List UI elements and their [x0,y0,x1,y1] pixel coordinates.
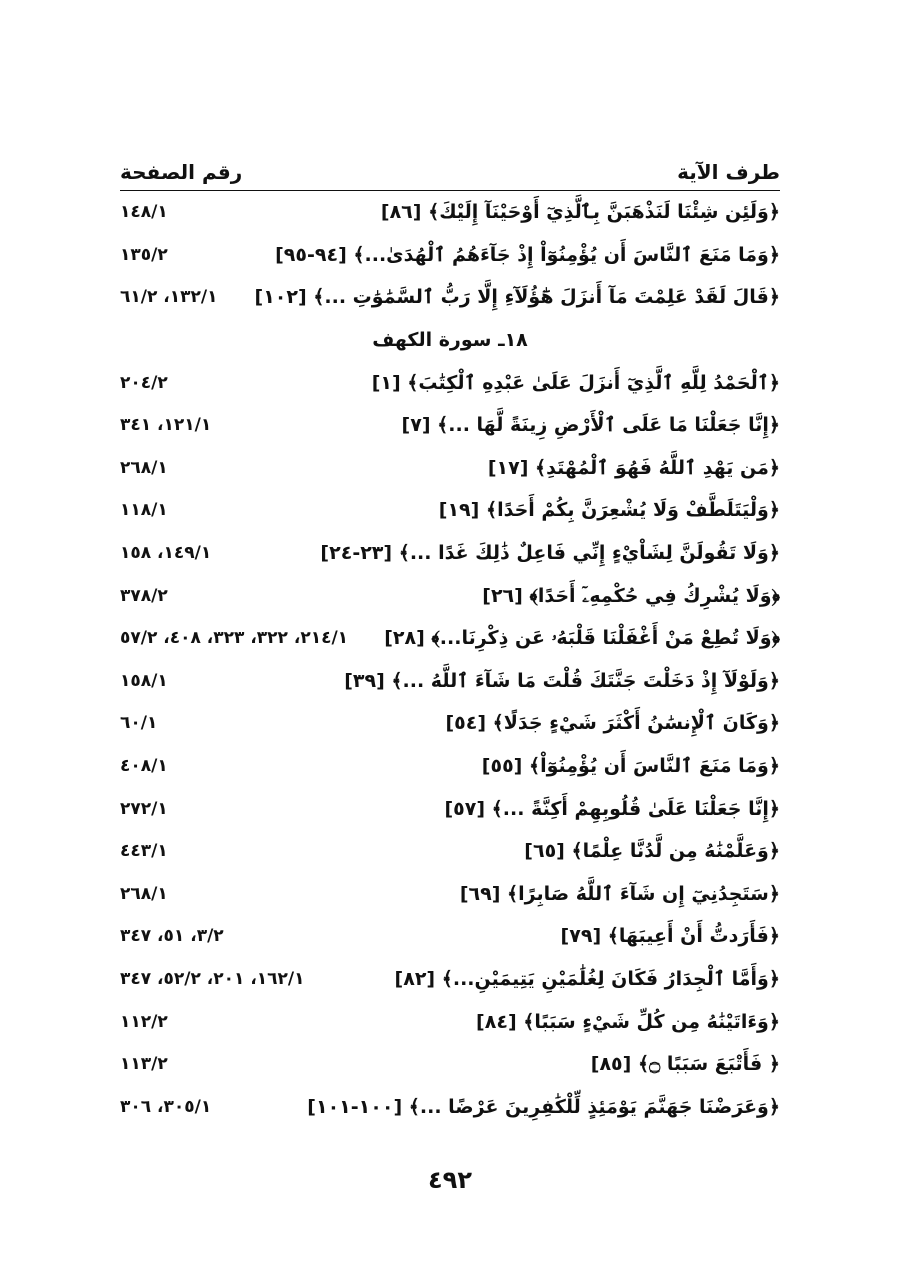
page-ref: ١١٣/٢ [120,1054,168,1075]
verse-text: ﴿قَالَ لَقَدْ عَلِمْتَ مَآ أَنزَلَ هَٰٓؤُلَآءِ إِلَّا رَبُّ ٱلسَّمَٰوَٰتِ ...﴾ [١٠٢] [254,286,780,309]
page-ref: ١٣٥/٢ [120,244,168,265]
page-ref: ٣/٢، ٥١، ٣٤٧ [120,926,224,947]
table-row [120,745,780,788]
page-number: ٤٩٢ [428,1166,472,1194]
table-row [120,404,780,447]
table-row [120,489,780,532]
page-ref: ٢١٤/١، ٣٢٢، ٣٢٣، ٤٠٨، ٥٧/٢ [120,628,349,649]
table-row [120,702,780,745]
table-row [120,574,780,617]
verse-text: ﴿وَلَا يُشْرِكُ فِي حُكْمِهِۦٓ أَحَدًا﴾ [٢٦] [482,584,780,607]
verse-text: ﴿وَلَا تُطِعْ مَنْ أَغْفَلْنَا قَلْبَهُۥ عَن ذِكْرِنَا...﴾ [٢٨] [384,627,780,650]
rows-before [120,191,780,319]
page-ref: ٢٦٨/١ [120,883,168,904]
page-ref: ١٤٨/١ [120,202,168,223]
table-row [120,873,780,916]
page-ref: ٤٤٣/١ [120,841,168,862]
page-ref: ١١٢/٢ [120,1011,168,1032]
page-ref: ٢٧٢/١ [120,798,168,819]
table-row [120,276,780,319]
verse-text: ﴿ٱلْحَمْدُ لِلَّهِ ٱلَّذِيٓ أَنزَلَ عَلَىٰ عَبْدِهِ ٱلْكِتَٰبَ﴾ [١] [371,371,780,394]
page-column-header: رقم الصفحة [120,160,243,184]
verse-text: ﴿وَمَا مَنَعَ ٱلنَّاسَ أَن يُؤْمِنُوٓاْ﴾ [٥٥] [481,755,780,778]
table-row [120,660,780,703]
table-row [120,787,780,830]
table-row [120,191,780,234]
table-row [120,1000,780,1043]
table-row [120,447,780,490]
table-row [120,617,780,660]
verse-text: ﴿وَكَانَ ٱلْإِنسَٰنُ أَكْثَرَ شَيْءٍ جَدَلًا﴾ [٥٤] [445,712,780,735]
table-row [120,958,780,1001]
table-row [120,532,780,575]
page-ref: ٢٦٨/١ [120,457,168,478]
table-header [120,150,780,191]
table-row [120,830,780,873]
page-ref: ١٣٢/١، ٦١/٢ [120,287,218,308]
verse-text: ﴿وَعَلَّمْنَٰهُ مِن لَّدُنَّا عِلْمًا﴾ [٦٥] [524,840,780,863]
verse-text: ﴿سَتَجِدُنِيٓ إِن شَآءَ ٱللَّهُ صَابِرًا﴾ [٦٩] [459,882,780,905]
verse-text: ﴿وَمَا مَنَعَ ٱلنَّاسَ أَن يُؤْمِنُوٓاْ إِذْ جَآءَهُمُ ٱلْهُدَىٰ...﴾ [٩٤-٩٥] [275,243,780,266]
verse-text: ﴿ فَأَتْبَعَ سَبَبًا ۝﴾ [٨٥] [590,1053,780,1076]
surah-heading: ١٨ـ سورة الكهف [372,329,528,352]
table-row [120,361,780,404]
rows-after [120,361,780,1128]
verse-text: ﴿وَلَوْلَآ إِذْ دَخَلْتَ جَنَّتَكَ قُلْتَ مَا شَآءَ ٱللَّهُ ...﴾ [٣٩] [344,669,780,692]
verse-text: ﴿وَعَرَضْنَا جَهَنَّمَ يَوْمَئِذٍ لِّلْكَٰفِرِينَ عَرْضًا ...﴾ [١٠٠-١٠١] [307,1095,780,1118]
verse-text: ﴿وَءَاتَيْنَٰهُ مِن كُلِّ شَيْءٍ سَبَبًا﴾ [٨٤] [476,1010,780,1033]
verse-text: ﴿إِنَّا جَعَلْنَا مَا عَلَى ٱلْأَرْضِ زِينَةً لَّهَا ...﴾ [٧] [401,414,780,437]
verse-column-header: طرف الآية [677,160,780,184]
verse-text: ﴿وَلَا تَقُولَنَّ لِشَاْيْءٍ إِنِّي فَاعِلٌ ذَٰلِكَ غَدًا ...﴾ [٢٣-٢٤] [320,542,780,565]
table-row [120,915,780,958]
verse-text: ﴿وَأَمَّا ٱلْجِدَارُ فَكَانَ لِغُلَٰمَيْنِ يَتِيمَيْنِ...﴾ [٨٢] [394,967,780,990]
table-row [120,234,780,277]
page-ref: ١٥٨/١ [120,670,168,691]
table-row [120,1085,780,1128]
index-page [120,150,780,1128]
page-ref: ١٦٢/١، ٢٠١، ٥٢/٢، ٣٤٧ [120,968,305,989]
page-ref: ٦٠/١ [120,713,158,734]
page-ref: ١٢١/١، ٣٤١ [120,415,212,436]
verse-text: ﴿وَلَئِن شِئْنَا لَنَذْهَبَنَّ بِٱلَّذِيٓ أَوْحَيْنَآ إِلَيْكَ﴾ [٨٦] [380,201,780,224]
page-ref: ١٤٩/١، ١٥٨ [120,543,212,564]
table-row [120,1043,780,1086]
verse-text: ﴿فَأَرَدتُّ أَنْ أَعِيبَهَا﴾ [٧٩] [560,925,780,948]
page-ref: ٣٧٨/٢ [120,585,168,606]
page-ref: ١١٨/١ [120,500,168,521]
verse-text: ﴿إِنَّا جَعَلْنَا عَلَىٰ قُلُوبِهِمْ أَكِنَّةً ...﴾ [٥٧] [444,797,780,820]
verse-text: ﴿مَن يَهْدِ ٱللَّهُ فَهُوَ ٱلْمُهْتَدِ﴾ [١٧] [487,456,780,479]
page-ref: ٣٠٥/١، ٣٠٦ [120,1096,212,1117]
page-ref: ٤٠٨/١ [120,756,168,777]
page-ref: ٢٠٤/٢ [120,372,168,393]
verse-text: ﴿وَلْيَتَلَطَّفْ وَلَا يُشْعِرَنَّ بِكُمْ أَحَدًا﴾ [١٩] [438,499,780,522]
